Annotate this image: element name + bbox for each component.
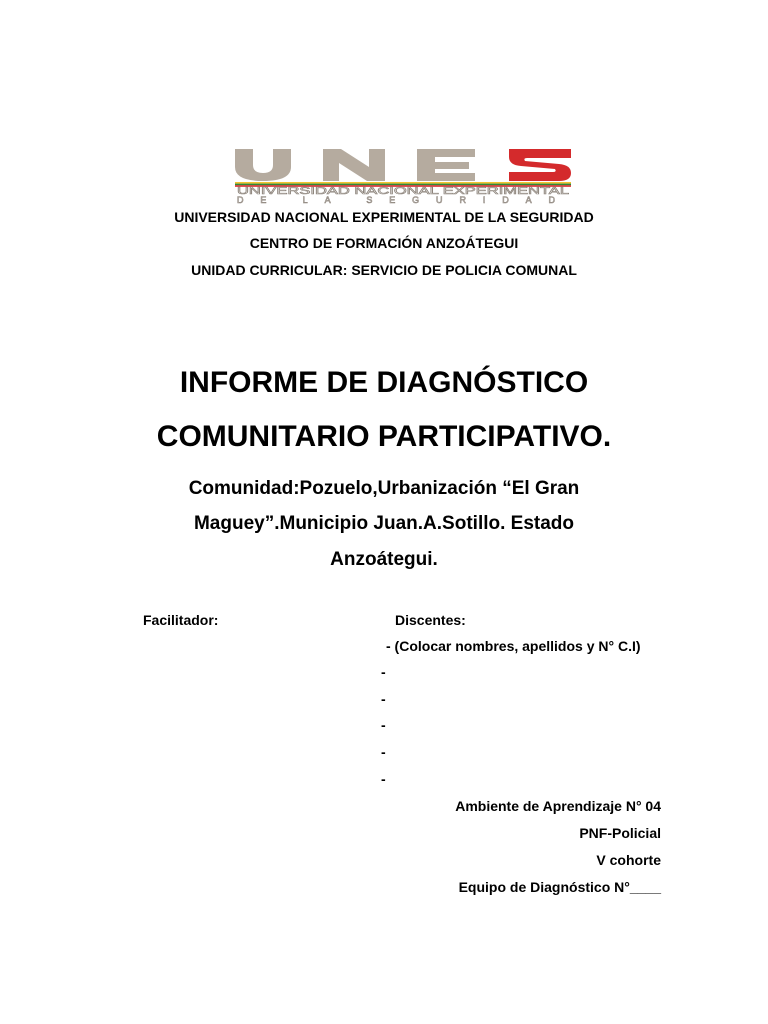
document-title-line2: COMUNITARIO PARTICIPATIVO. xyxy=(156,420,612,453)
discente-entry: - xyxy=(381,717,386,733)
community-line1: Comunidad:Pozuelo,Urbanización “El Gran xyxy=(188,478,580,499)
diagnostic-team: Equipo de Diagnóstico N°____ xyxy=(458,879,661,895)
document-title-line1: INFORME DE DIAGNÓSTICO xyxy=(179,366,589,399)
discente-entry: - xyxy=(381,664,386,680)
logo-line2: DE LA SEGURIDAD xyxy=(237,195,569,205)
header-center: CENTRO DE FORMACIÓN ANZOÁTEGUI xyxy=(249,235,519,251)
discente-entry: - xyxy=(381,771,386,787)
community-line3: Anzoátegui. xyxy=(330,549,438,570)
discente-entry: - xyxy=(381,744,386,760)
discentes-label: Discentes: xyxy=(395,612,466,628)
community-line2: Maguey”.Municipio Juan.A.Sotillo. Estado xyxy=(193,513,575,534)
discentes-instruction: - (Colocar nombres, apellidos y N° C.I) xyxy=(386,638,641,654)
discente-entry: - xyxy=(381,691,386,707)
cohort: V cohorte xyxy=(596,852,661,868)
logo-line1: UNIVERSIDAD NACIONAL EXPERIMENTAL xyxy=(237,186,570,197)
program-name: PNF-Policial xyxy=(579,825,661,841)
header-university: UNIVERSIDAD NACIONAL EXPERIMENTAL DE LA SEGURIDAD xyxy=(174,209,594,225)
header-unit: UNIDAD CURRICULAR: SERVICIO DE POLICIA COMUNAL xyxy=(191,262,577,278)
facilitador-label: Facilitador: xyxy=(143,612,219,628)
unes-logo xyxy=(233,145,573,205)
learning-environment: Ambiente de Aprendizaje N° 04 xyxy=(455,798,661,814)
